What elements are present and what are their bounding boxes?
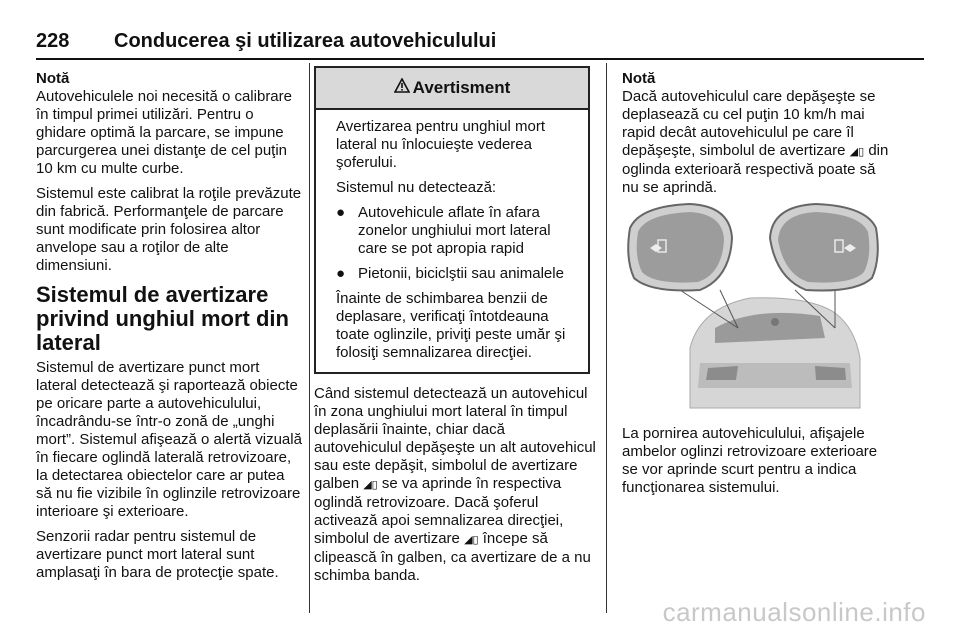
body-text: se va aprinde în respectiva oglindă retrovizoare. Dacă şoferul activează apoi semnalizarea direcţiei, simbolul de avertizare [314, 475, 564, 547]
mirror-illustration [620, 198, 888, 414]
note-paragraph: Autovehiculele noi necesită o calibrare în timpul primei utilizări. Pentru o ghidare optimă la parcare, se impune parcurgerea unei distanţe de cel puţin 10 km cu multe curbe. [36, 88, 292, 177]
warning-triangle-icon [394, 78, 410, 98]
body-text: începe să clipească în galben, ca avertizare de a nu schimba banda. [314, 530, 591, 584]
body-paragraph: Senzorii radar pentru sistemul de avertizare punct mort lateral sunt amplasaţi în bara de protecţie spate. [36, 528, 279, 581]
warning-title: Avertisment [412, 78, 511, 97]
header-rule [36, 58, 924, 60]
column-3 [622, 70, 892, 204]
note-label: Notă [622, 70, 656, 87]
page-title: Conducerea şi utilizarea autovehiculului [114, 30, 497, 52]
watermark: carmanualsonline.info [662, 597, 926, 627]
blind-spot-symbol-icon: ◢▯ [464, 533, 479, 546]
section-heading: Sistemul de avertizare privind unghiul mort din lateral [36, 282, 289, 355]
warning-bullet: ● Autovehicule aflate în afara zonelor unghiului mort lateral care se pot apropia rapid [336, 204, 551, 257]
warning-paragraph: Avertizarea pentru unghiul mort lateral nu înlocuieşte vederea şoferului. [336, 118, 546, 171]
body-paragraph: La pornirea autovehiculului, afişajele ambelor oglinzi retrovizoare exterioare se vor aprinde scurt pentru a indica funcţionarea sistemului. [622, 425, 878, 496]
page-number: 228 [36, 30, 70, 52]
note-paragraph [622, 88, 892, 197]
warning-header [316, 68, 588, 110]
warning-paragraph: Sistemul nu detectează: [336, 179, 497, 196]
body-text: Când sistemul detectează un autovehicul în zona unghiului mort lateral în timpul deplasării înainte, chiar dacă autovehiculul depăşeşte un alt autovehicul sau este depăşit, simbolul de avertizare galben [314, 385, 596, 492]
page-header [36, 30, 926, 56]
column-divider-2 [606, 63, 607, 613]
warning-paragraph: Înainte de schimbarea benzii de deplasare, verificaţi întotdeauna toate oglinzile, priviţi peste umăr şi folosiţi semnalizarea direcţiei. [336, 290, 566, 361]
warning-bullet-text: Pietonii, biciclştii sau animalele [358, 265, 564, 282]
warning-bullet: ● Pietonii, biciclştii sau animalele [336, 265, 564, 282]
warning-body [316, 110, 570, 362]
blind-spot-symbol-icon: ◢▯ [363, 478, 378, 491]
body-text: din oglinda exterioară respectivă poate să nu se aprindă. [622, 142, 889, 196]
blind-spot-symbol-icon: ◢▯ [849, 145, 865, 158]
column-1 [36, 70, 302, 589]
column-3-bottom-text [622, 425, 894, 504]
body-paragraph: Sistemul de avertizare punct mort lateral detectează şi raportează obiecte pe oricare parte a autovehiculului, încadrându-se într-o zonă de „unghi mort”. Sistemul afişează o alertă vizuală în fiecare oglindă laterală retrovizoare, la detectarea obiectelor care ar putea să nu fie vizibile în oglinzile retrovizoare interioare şi exterioare. [36, 359, 302, 520]
body-paragraph [314, 385, 596, 585]
warning-bullet-text: Autovehicule aflate în afara zonelor unghiului mort lateral care se pot apropia rapid [358, 204, 551, 257]
body-text: Dacă autovehiculul care depăşeşte se deplasează cu cel puţin 10 km/h mai rapid decât autovehiculul pe care îl depăşeşte, simbolul de avertizare [622, 88, 876, 159]
note-paragraph: Sistemul este calibrat la roţile prevăzute din fabrică. Performanţele de parcare sunt modificate prin folosirea altor anvelope sau a roţilor de alte dimensiuni. [36, 185, 302, 274]
warning-box [314, 66, 590, 374]
note-label: Notă [36, 70, 70, 87]
column-2-text [314, 385, 596, 592]
column-divider-1 [309, 63, 310, 613]
